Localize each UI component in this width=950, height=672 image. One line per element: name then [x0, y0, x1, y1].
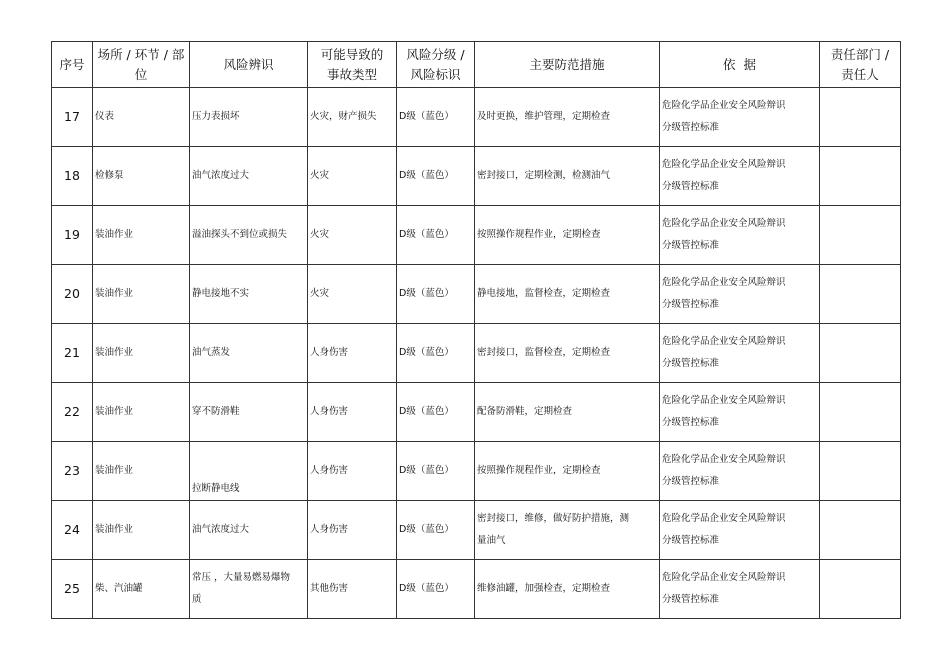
- row-accident: 火灾，财产损失: [308, 88, 397, 147]
- row-basis: [660, 560, 820, 619]
- row-measures: [475, 501, 660, 560]
- row-hazard: 油气蒸发: [190, 324, 308, 383]
- measures-line2: 量油气: [477, 535, 506, 546]
- header-accident: [308, 42, 397, 88]
- row-dept: [820, 147, 901, 206]
- basis-line1: 危险化学品企业安全风险辩识: [662, 513, 786, 524]
- table-row: [52, 501, 901, 560]
- basis-line2: 分级管控标准: [662, 417, 720, 428]
- row-accident: 人身伤害: [308, 383, 397, 442]
- header-level-line1: 风险分级 /: [406, 46, 465, 62]
- header-hazard: 风险辨识: [190, 42, 308, 88]
- table-row: [52, 324, 901, 383]
- basis-line1: 危险化学品企业安全风险辩识: [662, 395, 786, 406]
- row-hazard: 静电接地不实: [190, 265, 308, 324]
- row-measures: 按照操作规程作业，定期检查: [475, 442, 660, 501]
- row-measures: 按照操作规程作业，定期检查: [475, 206, 660, 265]
- row-hazard: 压力表损坏: [190, 88, 308, 147]
- basis-line1: 危险化学品企业安全风险辩识: [662, 159, 786, 170]
- row-place: 检修泵: [93, 147, 190, 206]
- table-row: [52, 265, 901, 324]
- row-dept: [820, 324, 901, 383]
- header-basis: 依 据: [660, 42, 820, 88]
- basis-line1: 危险化学品企业安全风险辩识: [662, 218, 786, 229]
- row-no: 21: [52, 324, 93, 383]
- header-dept-line2: 责任人: [841, 66, 879, 82]
- row-accident: 其他伤害: [308, 560, 397, 619]
- row-no: 23: [52, 442, 93, 501]
- row-hazard: 拉断静电线: [190, 442, 308, 501]
- row-accident: 火灾: [308, 265, 397, 324]
- basis-line2: 分级管控标准: [662, 299, 720, 310]
- row-hazard: 油气浓度过大: [190, 501, 308, 560]
- basis-line1: 危险化学品企业安全风险辩识: [662, 336, 786, 347]
- row-level: D级（蓝色）: [397, 501, 475, 560]
- row-basis: [660, 206, 820, 265]
- row-dept: [820, 265, 901, 324]
- row-dept: [820, 383, 901, 442]
- row-dept: [820, 560, 901, 619]
- basis-line2: 分级管控标准: [662, 358, 720, 369]
- row-accident: 火灾: [308, 206, 397, 265]
- row-measures: 维修油罐，加强检查，定期检查: [475, 560, 660, 619]
- row-accident: 人身伤害: [308, 324, 397, 383]
- header-place: 场所 / 环节 / 部位: [93, 42, 190, 88]
- row-no: 24: [52, 501, 93, 560]
- row-place: 装油作业: [93, 383, 190, 442]
- row-accident: 火灾: [308, 147, 397, 206]
- row-level: D级（蓝色）: [397, 265, 475, 324]
- row-dept: [820, 206, 901, 265]
- row-no: 20: [52, 265, 93, 324]
- row-measures: 静电接地，监督检查，定期检查: [475, 265, 660, 324]
- table-row: [52, 560, 901, 619]
- table-row: [52, 442, 901, 501]
- row-level: D级（蓝色）: [397, 560, 475, 619]
- row-basis: [660, 324, 820, 383]
- row-place: 柴、汽油罐: [93, 560, 190, 619]
- row-basis: [660, 88, 820, 147]
- table-row: [52, 383, 901, 442]
- row-dept: [820, 88, 901, 147]
- basis-line2: 分级管控标准: [662, 122, 720, 133]
- row-level: D级（蓝色）: [397, 442, 475, 501]
- row-hazard: 溢油探头不到位或损失: [190, 206, 308, 265]
- header-level-line2: 风险标识: [410, 66, 461, 82]
- header-no: 序号: [52, 42, 93, 88]
- row-accident: 人身伤害: [308, 501, 397, 560]
- row-place: 装油作业: [93, 265, 190, 324]
- header-dept-line1: 责任部门 /: [830, 46, 890, 62]
- basis-line2: 分级管控标准: [662, 476, 720, 487]
- row-dept: [820, 501, 901, 560]
- row-no: 19: [52, 206, 93, 265]
- table-row: [52, 206, 901, 265]
- row-place: 装油作业: [93, 442, 190, 501]
- row-level: D级（蓝色）: [397, 88, 475, 147]
- basis-line1: 危险化学品企业安全风险辩识: [662, 454, 786, 465]
- row-no: 17: [52, 88, 93, 147]
- hazard-line2: 质: [192, 594, 202, 605]
- row-place: 仪表: [93, 88, 190, 147]
- row-level: D级（蓝色）: [397, 324, 475, 383]
- header-accident-line2: 事故类型: [326, 66, 377, 82]
- row-no: 22: [52, 383, 93, 442]
- row-basis: [660, 265, 820, 324]
- basis-line1: 危险化学品企业安全风险辩识: [662, 277, 786, 288]
- row-dept: [820, 442, 901, 501]
- basis-line1: 危险化学品企业安全风险辩识: [662, 100, 786, 111]
- header-row: [52, 42, 901, 88]
- basis-line2: 分级管控标准: [662, 594, 720, 605]
- header-dept: [820, 42, 901, 88]
- row-measures: 密封接口，监督检查，定期检查: [475, 324, 660, 383]
- header-measures: 主要防范措施: [475, 42, 660, 88]
- table-row: [52, 88, 901, 147]
- row-basis: [660, 383, 820, 442]
- measures-line1: 密封接口，维修，做好防护措施，测: [477, 513, 630, 524]
- row-accident: 人身伤害: [308, 442, 397, 501]
- row-no: 25: [52, 560, 93, 619]
- row-place: 装油作业: [93, 501, 190, 560]
- row-no: 18: [52, 147, 93, 206]
- basis-line2: 分级管控标准: [662, 181, 720, 192]
- row-measures: 及时更换，维护管理，定期检查: [475, 88, 660, 147]
- row-level: D级（蓝色）: [397, 206, 475, 265]
- row-place: 装油作业: [93, 324, 190, 383]
- hazard-line1: 常压 ，大量易燃易爆物: [192, 572, 291, 583]
- header-level: [397, 42, 475, 88]
- row-place: 装油作业: [93, 206, 190, 265]
- row-hazard: 油气浓度过大: [190, 147, 308, 206]
- row-hazard: [190, 560, 308, 619]
- basis-line2: 分级管控标准: [662, 535, 720, 546]
- header-accident-line1: 可能导致的: [320, 46, 384, 62]
- row-measures: 配备防滑鞋，定期检查: [475, 383, 660, 442]
- risk-table: [51, 41, 901, 619]
- row-level: D级（蓝色）: [397, 383, 475, 442]
- row-level: D级（蓝色）: [397, 147, 475, 206]
- table-row: [52, 147, 901, 206]
- row-basis: [660, 501, 820, 560]
- row-basis: [660, 147, 820, 206]
- basis-line2: 分级管控标准: [662, 240, 720, 251]
- row-measures: 密封接口，定期检测，检测油气: [475, 147, 660, 206]
- basis-line1: 危险化学品企业安全风险辩识: [662, 572, 786, 583]
- row-hazard: 穿不防滑鞋: [190, 383, 308, 442]
- row-basis: [660, 442, 820, 501]
